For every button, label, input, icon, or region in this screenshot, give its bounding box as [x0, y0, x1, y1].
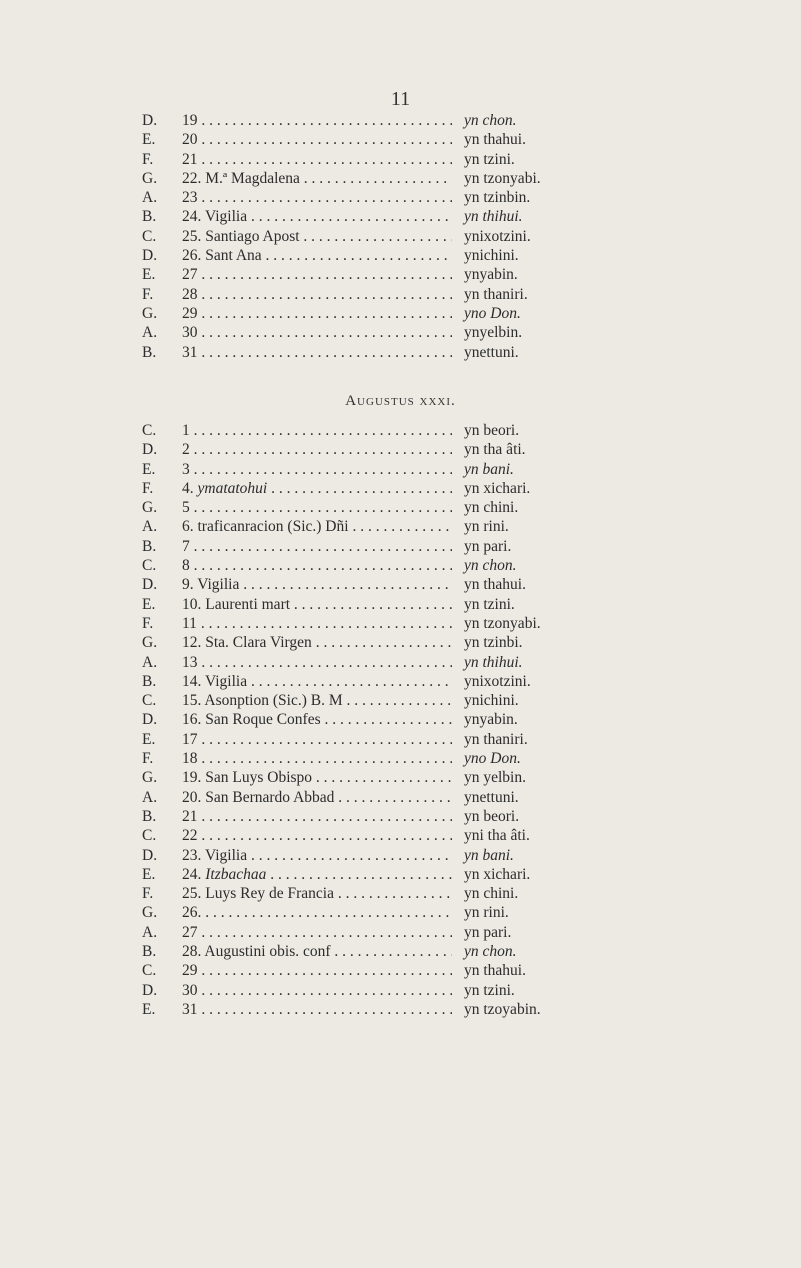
day-entry: 22. M.ª Magdalena . . . [182, 169, 452, 188]
otomi-day-name: ynettuni. [464, 788, 519, 806]
day-entry: 27 . . . [182, 923, 452, 942]
day-entry: 7 . . . [182, 537, 452, 556]
dominical-letter: B. [142, 208, 157, 226]
dominical-letter: F. [142, 479, 154, 497]
otomi-day-name: yn chini. [464, 499, 519, 517]
day-entry: 31 . . . [182, 1000, 452, 1019]
otomi-day-name: ynyelbin. [464, 324, 523, 342]
calendar-row [142, 788, 702, 807]
dominical-letter: B. [142, 537, 157, 555]
day-entry: 25. Santiago Apost . . . [182, 227, 452, 246]
dominical-letter: E. [142, 266, 156, 284]
otomi-day-name: yn rini. [464, 904, 509, 922]
otomi-day-name: yno Don. [464, 750, 521, 768]
day-entry: 14. Vigilia . . . [182, 672, 452, 691]
day-entry: 23. Vigilia . . . [182, 846, 452, 865]
day-entry: 4. ymatatohui . . . [182, 479, 452, 498]
otomi-day-name: yn beori. [464, 807, 520, 825]
dominical-letter: D. [142, 112, 158, 129]
calendar-row [142, 111, 702, 130]
day-entry: 22 . . . [182, 826, 452, 845]
calendar-row [142, 421, 702, 440]
calendar-row [142, 130, 702, 149]
otomi-day-name: yn pari. [464, 923, 512, 941]
otomi-day-name: yn tzonyabi. [464, 614, 541, 632]
calendar-row [142, 537, 702, 556]
otomi-day-name: yn chon. [464, 943, 517, 961]
day-entry: 31 . . . [182, 343, 452, 362]
otomi-day-name: yn thihui. [464, 653, 523, 671]
day-entry: 24. Itzbachaa . . . [182, 865, 452, 884]
otomi-day-name: yn pari. [464, 537, 512, 555]
dominical-letter: B. [142, 343, 157, 361]
otomi-day-name: yn xichari. [464, 865, 531, 883]
day-entry: 20 . . . [182, 130, 452, 149]
calendar-row [142, 227, 702, 246]
day-entry: 9. Vigilia . . . [182, 575, 452, 594]
calendar-row [142, 633, 702, 652]
calendar-row [142, 903, 702, 922]
dominical-letter: B. [142, 807, 157, 825]
day-entry: 21 . . . [182, 807, 452, 826]
otomi-day-name: yn bani. [464, 846, 514, 864]
dominical-letter: F. [142, 885, 154, 903]
dominical-letter: C. [142, 227, 157, 245]
dominical-letter: A. [142, 189, 158, 207]
day-entry: 21 . . . [182, 150, 452, 169]
dominical-letter: D. [142, 576, 158, 594]
calendar-row [142, 343, 702, 362]
calendar-row [142, 169, 702, 188]
day-entry: 18 . . . [182, 749, 452, 768]
day-entry: 19. San Luys Obispo . . . [182, 768, 452, 787]
day-entry: 2 . . . [182, 440, 452, 459]
otomi-day-name: yn thihui. [464, 208, 523, 226]
otomi-day-name: yn tzini. [464, 150, 515, 168]
calendar-row [142, 807, 702, 826]
day-entry: 26. . . . [182, 903, 452, 922]
calendar-row [142, 653, 702, 672]
day-entry: 26. Sant Ana . . . [182, 246, 452, 265]
day-entry: 6. traficanracion (Sic.) Dñi . . . [182, 517, 452, 536]
otomi-day-name: ynettuni. [464, 343, 519, 361]
otomi-day-name: ynyabin. [464, 266, 518, 284]
calendar-row [142, 884, 702, 903]
otomi-day-name: ynixotzini. [464, 227, 531, 245]
dominical-letter: A. [142, 923, 158, 941]
section-heading-augustus: Augustus xxxi. [345, 393, 456, 409]
dominical-letter: F. [142, 150, 154, 168]
calendar-row [142, 1000, 702, 1019]
otomi-day-name: yno Don. [464, 304, 521, 322]
day-entry: 3 . . . [182, 460, 452, 479]
calendar-row [142, 672, 702, 691]
dominical-letter: C. [142, 557, 157, 575]
otomi-day-name: yn tzinbi. [464, 634, 523, 652]
day-entry: 8 . . . [182, 556, 452, 575]
dominical-letter: E. [142, 1000, 156, 1018]
dominical-letter: F. [142, 750, 154, 768]
otomi-day-name: yni tha âti. [464, 827, 530, 845]
calendar-row [142, 556, 702, 575]
day-entry: 28. Augustini obis. conf . . . [182, 942, 452, 961]
dominical-letter: A. [142, 324, 158, 342]
dominical-letter: G. [142, 769, 158, 787]
day-entry: 19 . . . [182, 111, 452, 130]
dominical-letter: E. [142, 595, 156, 613]
dominical-letter: C. [142, 422, 157, 439]
calendar-row [142, 749, 702, 768]
calendar-row [142, 150, 702, 169]
calendar-block-august [142, 421, 702, 1019]
calendar-row [142, 981, 702, 1000]
calendar-row [142, 498, 702, 517]
dominical-letter: A. [142, 653, 158, 671]
calendar-row [142, 730, 702, 749]
calendar-row [142, 614, 702, 633]
otomi-day-name: yn yelbin. [464, 769, 526, 787]
dominical-letter: F. [142, 614, 154, 632]
dominical-letter: G. [142, 304, 158, 322]
dominical-letter: A. [142, 518, 158, 536]
otomi-day-name: yn rini. [464, 518, 509, 536]
calendar-row [142, 923, 702, 942]
dominical-letter: F. [142, 285, 154, 303]
dominical-letter: D. [142, 441, 158, 459]
calendar-row [142, 460, 702, 479]
day-entry: 25. Luys Rey de Francia . . . [182, 884, 452, 903]
day-entry: 29 . . . [182, 304, 452, 323]
calendar-row [142, 846, 702, 865]
otomi-day-name: yn thahui. [464, 576, 526, 594]
dominical-letter: B. [142, 943, 157, 961]
otomi-day-name: yn tzini. [464, 981, 515, 999]
day-entry: 11 . . . [182, 614, 452, 633]
calendar-row [142, 826, 702, 845]
dominical-letter: G. [142, 904, 158, 922]
otomi-day-name: yn tzinbin. [464, 189, 531, 207]
day-entry: 20. San Bernardo Abbad . . . [182, 788, 452, 807]
otomi-day-name: yn xichari. [464, 479, 531, 497]
page-number: 11 [390, 88, 411, 110]
calendar-row [142, 440, 702, 459]
calendar-row [142, 961, 702, 980]
dominical-letter: D. [142, 846, 158, 864]
calendar-row [142, 304, 702, 323]
otomi-day-name: yn thahui. [464, 131, 526, 149]
dominical-letter: E. [142, 460, 156, 478]
calendar-row [142, 479, 702, 498]
otomi-day-name: ynichini. [464, 247, 519, 265]
dominical-letter: A. [142, 788, 158, 806]
day-entry: 15. Asonption (Sic.) B. M . . . [182, 691, 452, 710]
calendar-row [142, 691, 702, 710]
calendar-row [142, 942, 702, 961]
dominical-letter: C. [142, 962, 157, 980]
calendar-row [142, 246, 702, 265]
calendar-row [142, 768, 702, 787]
dominical-letter: G. [142, 634, 158, 652]
otomi-day-name: yn chon. [464, 557, 517, 575]
otomi-day-name: ynixotzini. [464, 672, 531, 690]
day-entry: 28 . . . [182, 285, 452, 304]
otomi-day-name: yn beori. [464, 422, 520, 439]
calendar-row [142, 517, 702, 536]
day-entry: 17 . . . [182, 730, 452, 749]
otomi-day-name: yn tzonyabi. [464, 169, 541, 187]
day-entry: 30 . . . [182, 981, 452, 1000]
dominical-letter: E. [142, 730, 156, 748]
dominical-letter: G. [142, 169, 158, 187]
calendar-row [142, 265, 702, 284]
otomi-day-name: yn bani. [464, 460, 514, 478]
calendar-row [142, 285, 702, 304]
dominical-letter: C. [142, 827, 157, 845]
calendar-row [142, 207, 702, 226]
day-entry: 24. Vigilia . . . [182, 207, 452, 226]
dominical-letter: D. [142, 981, 158, 999]
dominical-letter: C. [142, 692, 157, 710]
otomi-day-name: yn tha âti. [464, 441, 526, 459]
dominical-letter: D. [142, 247, 158, 265]
calendar-row [142, 865, 702, 884]
otomi-day-name: yn tzoyabin. [464, 1000, 541, 1018]
otomi-day-name: yn thaniri. [464, 730, 528, 748]
day-entry: 29 . . . [182, 961, 452, 980]
day-entry: 27 . . . [182, 265, 452, 284]
day-entry: 12. Sta. Clara Virgen . . . [182, 633, 452, 652]
dominical-letter: B. [142, 672, 157, 690]
otomi-day-name: yn tzini. [464, 595, 515, 613]
dominical-letter: E. [142, 865, 156, 883]
otomi-day-name: ynichini. [464, 692, 519, 710]
calendar-row [142, 188, 702, 207]
dominical-letter: E. [142, 131, 156, 149]
otomi-day-name: yn chini. [464, 885, 519, 903]
day-entry: 16. San Roque Confes . . . [182, 710, 452, 729]
day-entry: 1 . . . [182, 421, 452, 440]
day-entry: 23 . . . [182, 188, 452, 207]
calendar-row [142, 323, 702, 342]
calendar-block-july [142, 111, 702, 362]
day-entry: 5 . . . [182, 498, 452, 517]
otomi-day-name: yn chon. [464, 112, 517, 129]
day-entry: 10. Laurenti mart . . . [182, 595, 452, 614]
day-entry: 30 . . . [182, 323, 452, 342]
dominical-letter: G. [142, 499, 158, 517]
day-entry: 13 . . . [182, 653, 452, 672]
otomi-day-name: ynyabin. [464, 711, 518, 729]
dominical-letter: D. [142, 711, 158, 729]
otomi-day-name: yn thahui. [464, 962, 526, 980]
calendar-row [142, 710, 702, 729]
otomi-day-name: yn thaniri. [464, 285, 528, 303]
calendar-row [142, 575, 702, 594]
calendar-row [142, 595, 702, 614]
